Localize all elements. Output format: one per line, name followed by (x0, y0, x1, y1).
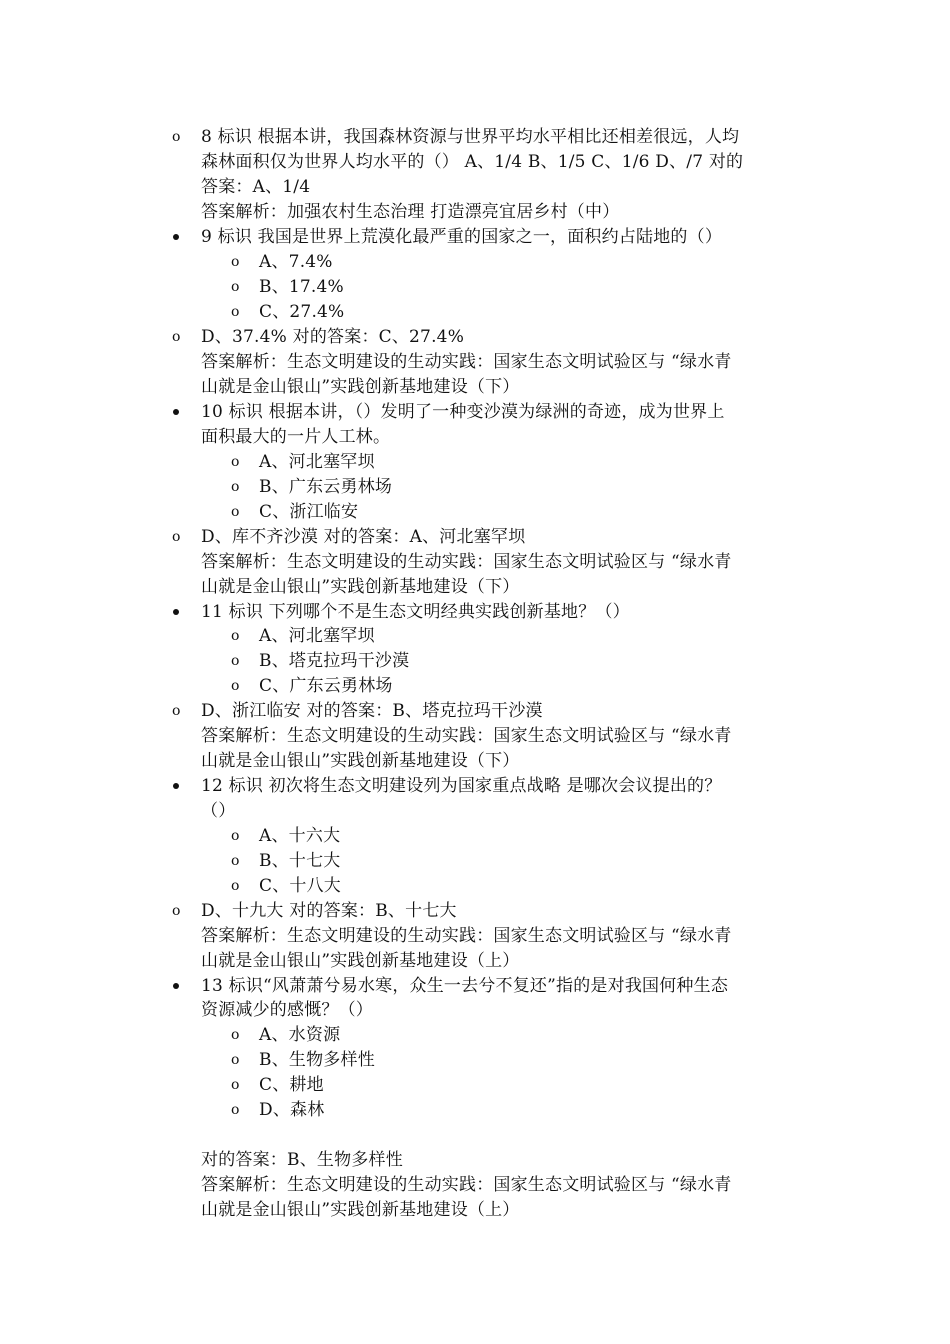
question-13-answer: 对的答案：B、生物多样性 (201, 1150, 403, 1170)
question-13-explanation: 山就是金山银山”实践创新基地建设（上） (201, 1200, 520, 1220)
list-bullet-circle: o (231, 504, 240, 520)
list-bullet-circle: o (172, 529, 181, 545)
question-12-option: C、十八大 (259, 876, 342, 896)
question-13-explanation: 答案解析：生态文明建设的生动实践：国家生态文明试验区与 “绿水青 (201, 1175, 732, 1195)
question-11-option: C、广东云勇林场 (259, 676, 393, 696)
question-11-explanation: 山就是金山银山”实践创新基地建设（下） (201, 751, 520, 771)
list-bullet-circle: o (231, 653, 240, 669)
list-bullet-dot (173, 234, 179, 240)
list-bullet-circle: o (231, 1102, 240, 1118)
question-13-option: A、水资源 (259, 1025, 341, 1045)
list-bullet-circle: o (231, 304, 240, 320)
list-bullet-circle: o (172, 329, 181, 345)
question-9-option: A、7.4% (259, 252, 333, 272)
list-bullet-circle: o (231, 479, 240, 495)
list-bullet-dot (173, 783, 179, 789)
question-11-explanation: 答案解析：生态文明建设的生动实践：国家生态文明试验区与 “绿水青 (201, 726, 732, 746)
question-10-option: C、浙江临安 (259, 502, 359, 522)
question-10-explanation: 答案解析：生态文明建设的生动实践：国家生态文明试验区与 “绿水青 (201, 552, 732, 572)
list-bullet-circle: o (231, 828, 240, 844)
question-12-option: B、十七大 (259, 851, 341, 871)
question-12-text: （） (201, 801, 236, 821)
question-10-text: 10 标识 根据本讲，（）发明了一种变沙漠为绿洲的奇迹，成为世界上 (201, 402, 725, 422)
question-11-text: 11 标识 下列哪个不是生态文明经典实践创新基地？（） (201, 602, 630, 622)
question-9-option: B、17.4% (259, 277, 344, 297)
list-bullet-dot (173, 609, 179, 615)
question-9-text: 9 标识 我国是世界上荒漠化最严重的国家之一，面积约占陆地的（） (201, 227, 723, 247)
question-8-text: 8 标识 根据本讲，我国森林资源与世界平均水平相比还相差很远，人均 (201, 127, 740, 147)
question-12-text: 12 标识 初次将生态文明建设列为国家重点战略 是哪次会议提出的？ (201, 776, 722, 796)
question-8-answer: 答案：A、1/4 (201, 177, 311, 197)
list-bullet-circle: o (231, 1077, 240, 1093)
question-9-explanation: 答案解析：生态文明建设的生动实践：国家生态文明试验区与 “绿水青 (201, 352, 732, 372)
list-bullet-circle: o (231, 878, 240, 894)
list-bullet-circle: o (231, 279, 240, 295)
list-bullet-circle: o (231, 678, 240, 694)
question-8-explanation: 答案解析：加强农村生态治理 打造漂亮宜居乡村（中） (201, 202, 620, 222)
question-9-explanation: 山就是金山银山”实践创新基地建设（下） (201, 377, 520, 397)
list-bullet-circle: o (172, 903, 181, 919)
question-12-explanation: 答案解析：生态文明建设的生动实践：国家生态文明试验区与 “绿水青 (201, 926, 732, 946)
question-9-option: C、27.4% (259, 302, 345, 322)
question-13-option: B、生物多样性 (259, 1050, 375, 1070)
list-bullet-circle: o (172, 703, 181, 719)
question-10-explanation: 山就是金山银山”实践创新基地建设（下） (201, 577, 520, 597)
question-10-option-answer: D、库不齐沙漠 对的答案：A、河北塞罕坝 (201, 527, 526, 547)
question-10-text: 面积最大的一片人工林。 (201, 427, 391, 447)
question-13-text: 资源减少的感慨？（） (201, 1000, 373, 1020)
list-bullet-circle: o (231, 1027, 240, 1043)
list-bullet-circle: o (231, 628, 240, 644)
list-bullet-dot (173, 409, 179, 415)
list-bullet-circle: o (231, 853, 240, 869)
question-11-option: B、塔克拉玛干沙漠 (259, 651, 410, 671)
list-bullet-dot (173, 983, 179, 989)
question-10-option: A、河北塞罕坝 (259, 452, 375, 472)
question-12-option: A、十六大 (259, 826, 341, 846)
list-bullet-circle: o (231, 1052, 240, 1068)
question-13-option: D、森林 (259, 1100, 325, 1120)
question-11-option: A、河北塞罕坝 (259, 626, 375, 646)
question-12-option-answer: D、十九大 对的答案：B、十七大 (201, 901, 457, 921)
list-bullet-circle: o (231, 254, 240, 270)
question-11-option-answer: D、浙江临安 对的答案：B、塔克拉玛干沙漠 (201, 701, 543, 721)
question-9-option-answer: D、37.4% 对的答案：C、27.4% (201, 327, 465, 347)
question-13-option: C、耕地 (259, 1075, 324, 1095)
question-8-text: 森林面积仅为世界人均水平的（） A、1/4 B、1/5 C、1/6 D、/7 对的 (201, 152, 744, 172)
question-10-option: B、广东云勇林场 (259, 477, 393, 497)
list-bullet-circle: o (172, 129, 181, 145)
list-bullet-circle: o (231, 454, 240, 470)
question-13-text: 13 标识“风萧萧兮易水寒，众生一去兮不复还”指的是对我国何种生态 (201, 976, 729, 996)
question-12-explanation: 山就是金山银山”实践创新基地建设（上） (201, 951, 520, 971)
